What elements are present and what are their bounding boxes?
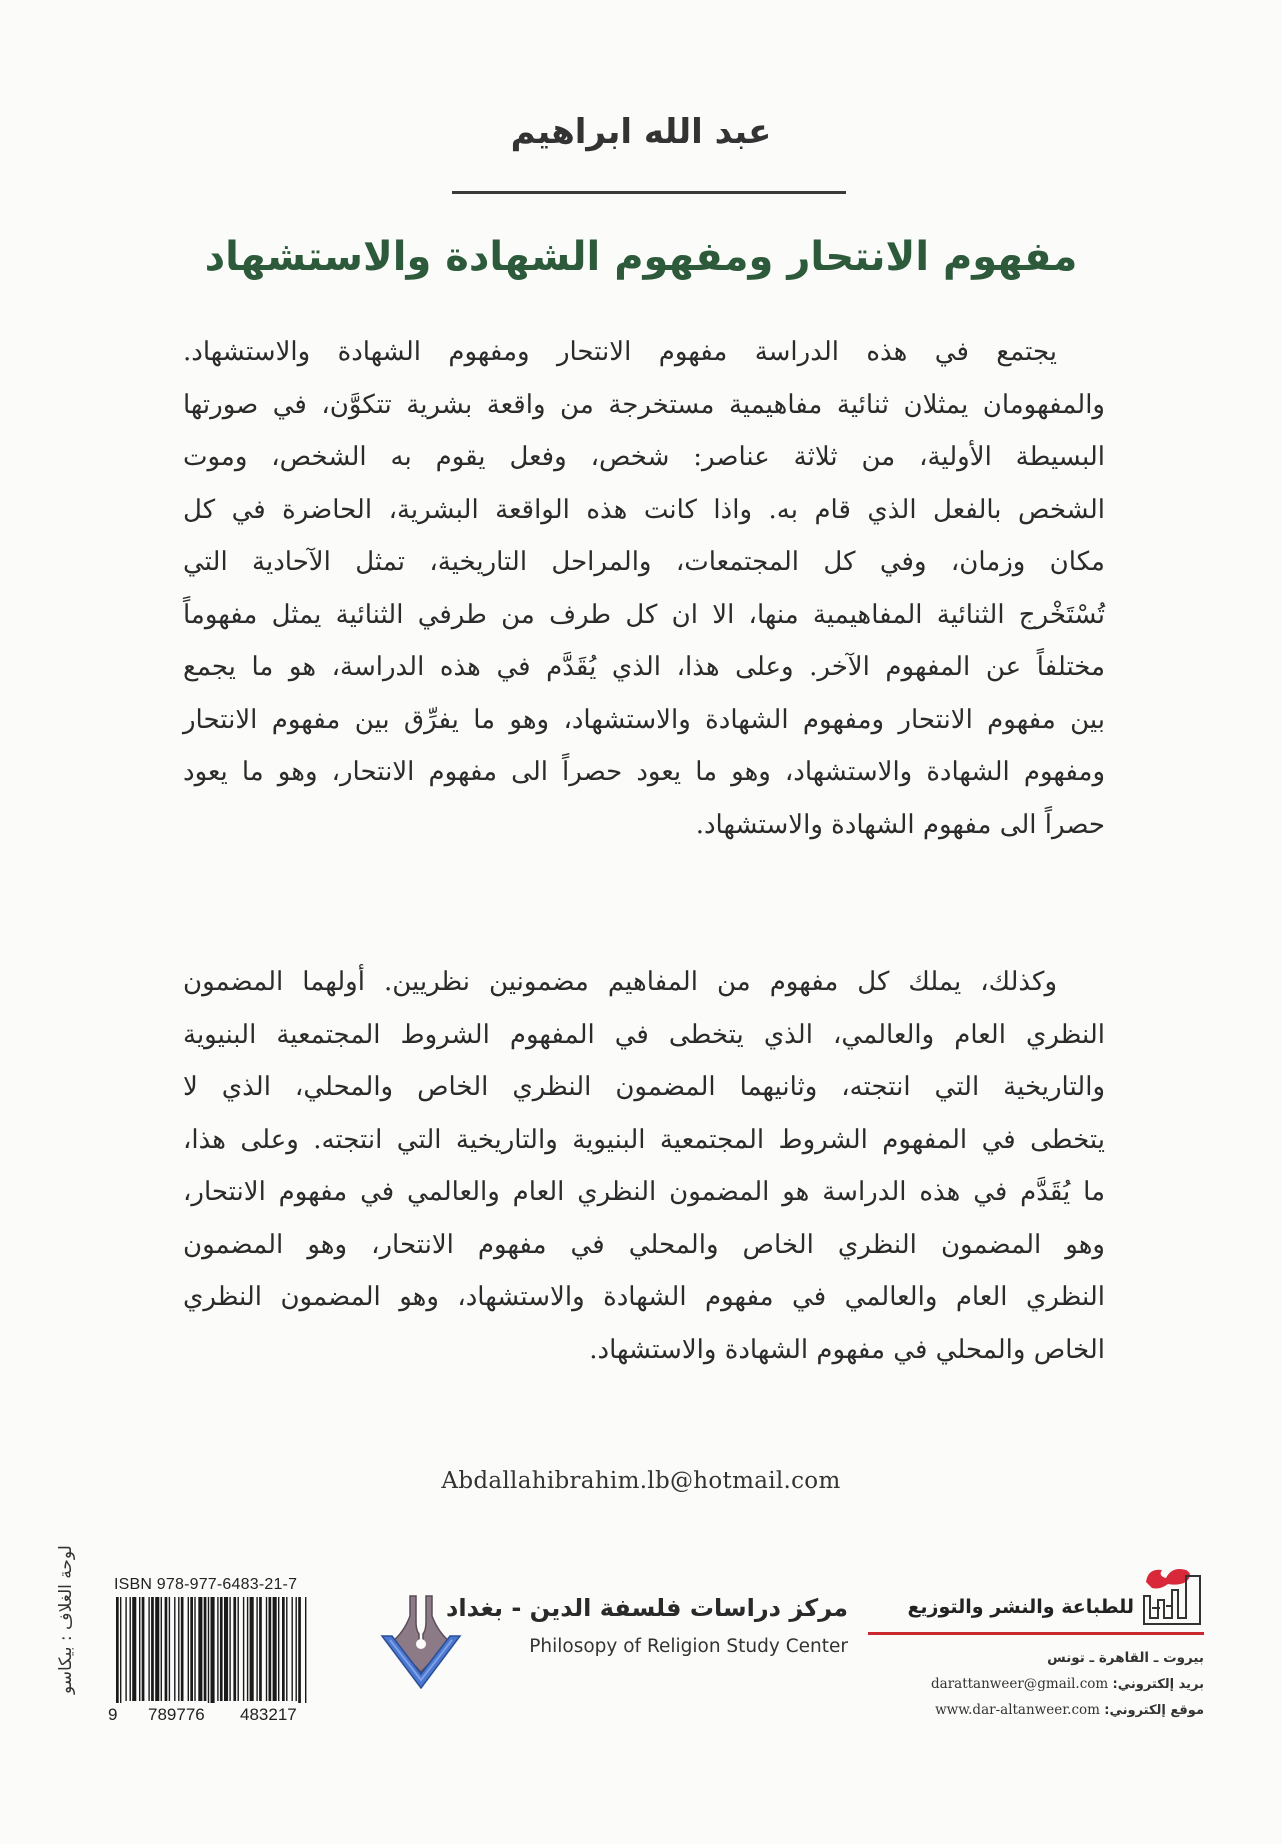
paragraph-line: تُسْتَخْرج الثنائية المفاهيمية منها، الا ان كل طرف من طرفي الثنائية يمثل مفهوماً <box>183 599 1105 630</box>
barcode-bar <box>229 1597 230 1701</box>
barcode-bar <box>296 1597 297 1701</box>
barcode-bar <box>247 1597 248 1701</box>
author-name: عبد الله ابراهيم <box>510 112 772 152</box>
barcode-lead-digit: 9 <box>108 1705 118 1724</box>
philosophy-center-logo <box>380 1592 850 1702</box>
barcode-bar <box>165 1597 168 1701</box>
barcode-bar <box>273 1597 277 1701</box>
tanweer-logo-icon <box>1138 1560 1208 1632</box>
paragraph-line: والمفهومان يمثلان ثنائية مفاهيمية مستخرجة من واقعة بشرية تتكوَّن، في صورتها <box>183 389 1105 420</box>
publisher-website-line <box>935 1702 1204 1718</box>
center-name-arabic: مركز دراسات فلسفة الدين - بغداد <box>446 1594 848 1622</box>
author-email[interactable]: Abdallahibrahim.lb@hotmail.com <box>441 1468 841 1494</box>
paragraph-line: الشخص بالفعل الذي قام به. واذا كانت هذه الواقعة البشرية، الحاضرة في كل <box>183 494 1105 525</box>
barcode-bar <box>161 1597 162 1701</box>
blurb-paragraph-2 <box>183 956 1105 1376</box>
barcode-bar <box>305 1597 306 1703</box>
barcode-bar <box>188 1597 189 1701</box>
isbn-label: ISBN 978-977-6483-21-7 <box>114 1576 298 1593</box>
barcode-bar <box>208 1597 209 1703</box>
barcode-bar <box>125 1597 126 1701</box>
publisher-website[interactable]: www.dar-altanweer.com <box>935 1702 1100 1718</box>
paragraph-line: البسيطة الأولية، من ثلاثة عناصر: شخص، وفعل يقوم به الشخص، وموت <box>183 442 1105 472</box>
center-name-english: Philosopy of Religion Study Center <box>529 1636 848 1657</box>
cover-art-credit: لوحة الغلاف : بيكاسو <box>56 1545 76 1694</box>
barcode-bar <box>148 1597 149 1701</box>
paragraph-line: والتاريخية التي انتجته، وثانيهما المضمون النظري الخاص والمحلي، الذي لا <box>183 1072 1106 1102</box>
barcode-bar <box>282 1597 285 1701</box>
publisher-block <box>868 1560 1208 1750</box>
barcode-bar <box>194 1597 195 1701</box>
title-divider <box>452 191 846 194</box>
publisher-underline <box>868 1632 1204 1635</box>
book-title: مفهوم الانتحار ومفهوم الشهادة والاستشهاد <box>204 234 1078 280</box>
barcode-bar <box>220 1597 223 1701</box>
barcode-bar <box>266 1597 267 1701</box>
barcode-bar <box>139 1597 140 1701</box>
barcode-bar <box>292 1597 293 1701</box>
paragraph-line: يجتمع في هذه الدراسة مفهوم الانتحار ومفهوم الشهادة والاستشهاد. <box>183 337 1057 367</box>
blurb-paragraph-1 <box>183 326 1105 851</box>
barcode-bar <box>169 1597 170 1701</box>
paragraph-line: النظري العام والعالمي في مفهوم الشهادة والاستشهاد، وهو المضمون النظري <box>183 1282 1105 1312</box>
barcode-bar <box>142 1597 145 1701</box>
barcode-bar <box>181 1597 184 1701</box>
barcode-bar <box>132 1597 136 1701</box>
barcode-bar <box>178 1597 179 1701</box>
barcode-bar <box>211 1597 215 1703</box>
barcode-bar <box>198 1597 202 1701</box>
barcode-bar <box>286 1597 287 1701</box>
barcode-bar <box>298 1597 301 1703</box>
barcode-bar <box>278 1597 279 1701</box>
paragraph-line: ما يُقَدَّم في هذه الدراسة هو المضمون النظري العام والعالمي في مفهوم الانتحار، <box>183 1177 1105 1207</box>
paragraph-line: الخاص والمحلي في مفهوم الشهادة والاستشهاد. <box>589 1334 1105 1365</box>
paragraph-line: وكذلك، يملك كل مفهوم من المفاهيم مضمونين نظريين. أولهما المضمون <box>183 967 1057 997</box>
isbn-barcode <box>110 1597 310 1732</box>
barcode-bar <box>233 1597 236 1701</box>
paragraph-line: حصراً الى مفهوم الشهادة والاستشهاد. <box>695 809 1105 840</box>
barcode-bar <box>204 1597 207 1701</box>
barcode-left-digits: 789776 <box>148 1705 205 1724</box>
barcode-bar <box>116 1597 119 1703</box>
publisher-email-line <box>931 1676 1204 1692</box>
paragraph-line: بين مفهوم الانتحار ومفهوم الشهادة والاستشهاد، وهو ما يفرِّق بين مفهوم الانتحار <box>183 704 1105 735</box>
barcode-bar <box>155 1597 159 1701</box>
barcode-bar <box>120 1597 121 1703</box>
barcode-bar <box>174 1597 175 1701</box>
barcode-bar <box>243 1597 244 1701</box>
barcode-right-digits: 483217 <box>240 1705 297 1724</box>
paragraph-line: مكان وزمان، وفي كل المجتمعات، والمراحل التاريخية، تمثل الآحادية التي <box>183 547 1105 577</box>
publisher-website-label: موقع إلكتروني: <box>1104 1703 1204 1718</box>
publisher-cities: بيروت ـ القاهرة ـ تونس <box>1047 1650 1204 1666</box>
barcode-bar <box>130 1597 131 1701</box>
barcode-bar <box>269 1597 272 1701</box>
paragraph-line: ومفهوم الشهادة والاستشهاد، وهو ما يعود حصراً الى مفهوم الانتحار، وهو ما يعود <box>183 757 1105 787</box>
barcode-bar <box>250 1597 254 1701</box>
publisher-email[interactable]: darattanweer@gmail.com <box>931 1676 1109 1692</box>
barcode-bar <box>238 1597 239 1701</box>
barcode-bar <box>151 1597 154 1701</box>
barcode-bar <box>259 1597 262 1701</box>
paragraph-line: مختلفاً عن المفهوم الآخر. وعلى هذا، الذي يُقَدَّم في هذه الدراسة، هو ما يجمع <box>183 652 1105 682</box>
barcode-bar <box>217 1597 218 1701</box>
publisher-name: للطباعة والنشر والتوزيع <box>907 1596 1134 1618</box>
paragraph-line: النظري العام والعالمي، الذي يتخطى في المفهوم الشروط المجتمعية البنيوية <box>183 1019 1105 1050</box>
paragraph-line: يتخطى في المفهوم الشروط المجتمعية البنيوية والتاريخية التي انتجته. وعلى هذا، <box>183 1124 1105 1155</box>
barcode-bar <box>224 1597 228 1701</box>
barcode-bar <box>256 1597 257 1701</box>
paragraph-line: وهو المضمون النظري الخاص والمحلي في مفهوم الانتحار، وهو المضمون <box>183 1229 1105 1260</box>
publisher-email-label: بريد إلكتروني: <box>1112 1677 1204 1692</box>
barcode-bar <box>190 1597 193 1701</box>
barcode-bars <box>110 1597 310 1712</box>
